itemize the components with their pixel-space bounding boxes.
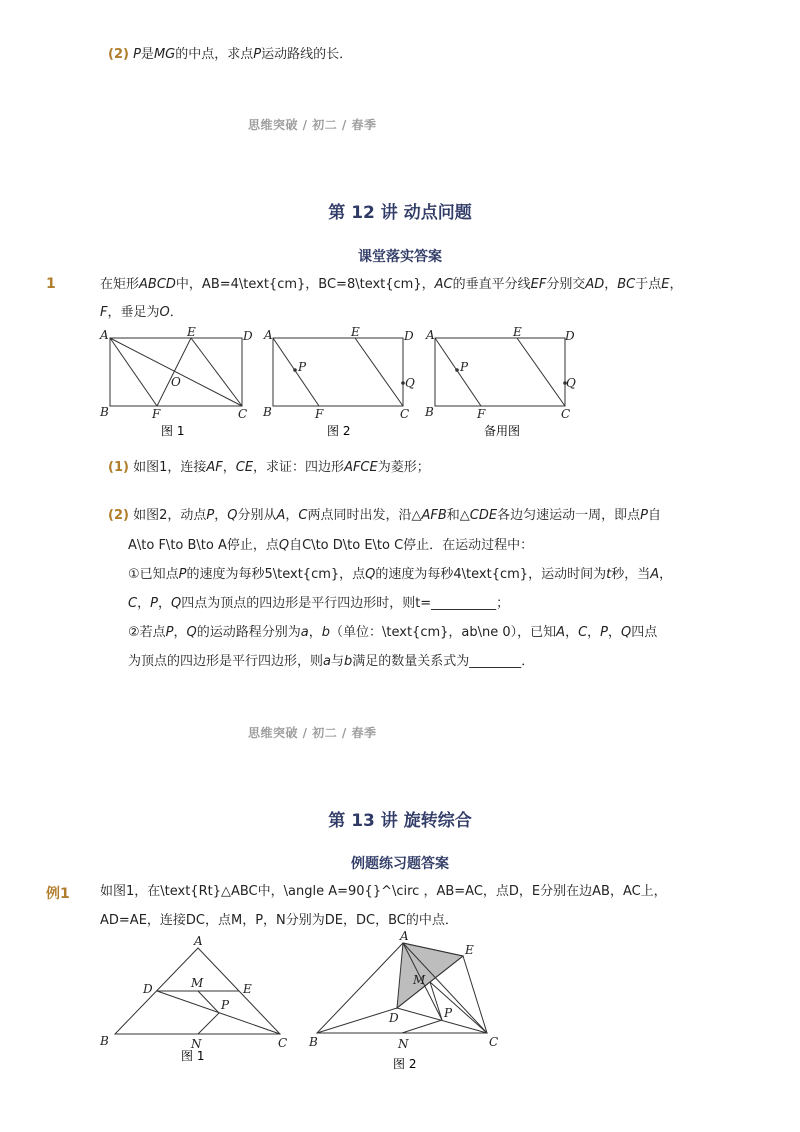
- var-p: P: [133, 47, 141, 62]
- text: 和: [446, 508, 460, 523]
- part-number: (1): [108, 460, 129, 475]
- figure-1-caption: 图 1: [161, 424, 185, 438]
- label-c: C: [400, 407, 410, 421]
- var: CE: [235, 460, 254, 475]
- var: Q: [186, 625, 197, 640]
- var: F: [100, 305, 108, 320]
- text: ，垂足为: [107, 305, 160, 320]
- lesson-12-section-title: 课堂落实答案: [358, 249, 442, 265]
- figure-2-caption: 图 2: [393, 1057, 417, 1071]
- text: ，: [669, 277, 683, 292]
- label-b: B: [100, 1034, 109, 1048]
- label-b: B: [425, 405, 434, 419]
- label-c: C: [561, 407, 571, 421]
- var: A: [276, 508, 286, 523]
- var: AD: [585, 277, 605, 292]
- question-stem-line-1: [100, 275, 683, 295]
- label-d: D: [143, 982, 153, 996]
- text: 运动路线的长．: [261, 47, 353, 62]
- rotation-figure-1: [115, 948, 280, 1034]
- label-n: N: [398, 1037, 409, 1051]
- top-question-line: [108, 45, 352, 65]
- text: 秒，当: [611, 567, 651, 582]
- figure-2: [273, 338, 403, 406]
- part-1-line: [108, 458, 430, 478]
- var: A: [556, 625, 566, 640]
- label-e: E: [351, 325, 360, 339]
- point-p: [455, 368, 459, 372]
- var: P: [165, 625, 174, 640]
- label-p: P: [298, 360, 307, 374]
- label-o: O: [171, 375, 181, 389]
- var: Q: [365, 567, 376, 582]
- text: ．: [169, 305, 183, 320]
- part-number: (2): [108, 508, 129, 523]
- lesson-13-title: 第 13 讲 旋转综合: [328, 811, 472, 831]
- label-f: F: [477, 407, 486, 421]
- shaded-triangle: [397, 943, 463, 1008]
- var: P: [206, 508, 215, 523]
- part-2-line-4: [128, 594, 509, 614]
- var: Q: [278, 538, 290, 553]
- page-footer: 思维突破 / 初二 / 春季: [248, 118, 377, 132]
- text: 是: [140, 47, 154, 62]
- var: A: [650, 567, 660, 582]
- text: 的运动路程分别为: [196, 625, 301, 640]
- example-stem-line-1: 如图1，在\text{Rt}△ABC中，\angle A=90{}^\circ ，AB=AC，点D，E分别在边AB，AC上，: [100, 884, 667, 899]
- text: 自: [647, 508, 661, 523]
- var: Q: [621, 625, 632, 640]
- figure-3-caption: 备用图: [484, 424, 521, 438]
- label-d: D: [243, 329, 253, 343]
- label-e: E: [513, 325, 522, 339]
- text: 自C\to D\to E\to C停止．在运动过程中：: [289, 538, 534, 553]
- text: ，求证：四边形: [253, 460, 345, 475]
- label-f: F: [315, 407, 324, 421]
- question-number: 1: [46, 276, 56, 292]
- text: ，: [565, 625, 579, 640]
- text: ，: [285, 508, 299, 523]
- label-d: D: [389, 1011, 399, 1025]
- var: C: [128, 596, 138, 611]
- figure-1-caption: 图 1: [181, 1049, 205, 1063]
- var-p: P: [253, 47, 262, 62]
- text: ，: [587, 625, 601, 640]
- text: 分别从: [237, 508, 277, 523]
- text: 的垂直平分线: [452, 277, 531, 292]
- var: P: [600, 625, 609, 640]
- label-e: E: [243, 982, 252, 996]
- text: ，: [608, 625, 622, 640]
- question-stem-line-2: [100, 303, 183, 323]
- label-n: N: [191, 1037, 202, 1051]
- label-a: A: [264, 328, 273, 342]
- label-a: A: [194, 934, 203, 948]
- figure-3: [435, 338, 565, 406]
- text: ，: [157, 596, 171, 611]
- page-footer: 思维突破 / 初二 / 春季: [248, 726, 377, 740]
- text: 于点: [635, 277, 662, 292]
- text: 分别交: [546, 277, 586, 292]
- var: E: [661, 277, 670, 292]
- rotation-figures: [95, 930, 515, 1075]
- var: O: [159, 305, 170, 320]
- var: C: [298, 508, 308, 523]
- part-2-line-6: [128, 652, 534, 672]
- var: AC: [434, 277, 453, 292]
- label-a: A: [100, 328, 109, 342]
- text: 在矩形: [100, 277, 140, 292]
- var: △CDE: [459, 508, 498, 523]
- text: （单位：\text{cm}，ab\ne 0），已知: [330, 625, 557, 640]
- text: 如图1，连接: [133, 460, 207, 475]
- label-a: A: [426, 328, 435, 342]
- var: Q: [227, 508, 238, 523]
- var: a: [300, 625, 309, 640]
- label-d: D: [404, 329, 414, 343]
- var: AFCE: [344, 460, 378, 475]
- text: ，: [308, 625, 322, 640]
- text: ②若点: [128, 625, 166, 640]
- var: △AFB: [411, 508, 447, 523]
- label-e: E: [187, 325, 196, 339]
- label-f: F: [152, 407, 161, 421]
- text: 为菱形；: [377, 460, 430, 475]
- var: ABCD: [139, 277, 176, 292]
- label-p: P: [221, 998, 230, 1012]
- part-2-line-2: [128, 536, 533, 556]
- lesson-12-title: 第 12 讲 动点问题: [328, 203, 472, 223]
- label-d: D: [565, 329, 575, 343]
- var: t: [606, 567, 612, 582]
- point-p: [293, 368, 297, 372]
- label-b: B: [100, 405, 109, 419]
- label-c: C: [489, 1035, 499, 1049]
- label-b: B: [263, 405, 272, 419]
- lesson-13-section-title: 例题练习题答案: [351, 856, 449, 872]
- label-p: P: [460, 360, 469, 374]
- var: a: [323, 654, 331, 669]
- figure-2-caption: 图 2: [327, 424, 351, 438]
- var: Q: [170, 596, 182, 611]
- part-2-line-1: [108, 506, 661, 526]
- label-e: E: [465, 943, 474, 957]
- var-mg: MG: [153, 47, 176, 62]
- label-c: C: [278, 1036, 288, 1050]
- text: ，: [222, 460, 236, 475]
- var: EF: [530, 277, 547, 292]
- label-c: C: [238, 407, 248, 421]
- label-m: M: [191, 976, 204, 990]
- text: 的速度为每秒4\text{cm}，运动时间为: [375, 567, 607, 582]
- rectangle-figures: [95, 325, 595, 440]
- label-m: M: [413, 973, 426, 987]
- text: ，: [604, 277, 618, 292]
- var: AF: [206, 460, 223, 475]
- text: 如图2，动点: [133, 508, 207, 523]
- text: 为顶点的四边形是平行四边形，则: [128, 654, 324, 669]
- part-2-line-3: [128, 565, 672, 585]
- question-number: (2): [108, 47, 129, 62]
- var: P: [150, 596, 158, 611]
- part-2-line-5: [128, 623, 657, 643]
- figure-1: [110, 338, 242, 406]
- text: ，: [137, 596, 151, 611]
- var: b: [344, 654, 353, 669]
- text: 的速度为每秒5\text{cm}，点: [186, 567, 366, 582]
- var: P: [640, 508, 648, 523]
- var: P: [178, 567, 187, 582]
- label-p: P: [444, 1006, 453, 1020]
- label-a: A: [400, 930, 409, 943]
- text: 与: [330, 654, 344, 669]
- example-stem-line-2: AD=AE，连接DC，点M，P，N分别为DE，DC，BC的中点．: [100, 913, 458, 928]
- label-b: B: [309, 1035, 318, 1049]
- text: ①已知点: [128, 567, 179, 582]
- text: 各边匀速运动一周，即点: [497, 508, 641, 523]
- example-number: 例1: [46, 886, 70, 902]
- text: 两点同时出发，沿: [307, 508, 412, 523]
- text: 满足的数量关系式为________．: [352, 654, 535, 669]
- text: 四点: [631, 625, 658, 640]
- text: ，: [659, 567, 673, 582]
- var: BC: [617, 277, 636, 292]
- var: C: [578, 625, 588, 640]
- text: 的中点，求点: [175, 47, 254, 62]
- label-q: Q: [566, 376, 576, 390]
- label-q: Q: [405, 376, 415, 390]
- text: ，: [173, 625, 187, 640]
- text: ，: [214, 508, 228, 523]
- text: 中，AB=4\text{cm}，BC=8\text{cm}，: [175, 277, 435, 292]
- text: A\to F\to B\to A停止，点: [128, 538, 279, 553]
- var: b: [321, 625, 331, 640]
- text: 四点为顶点的四边形是平行四边形时，则t=__________；: [181, 596, 510, 611]
